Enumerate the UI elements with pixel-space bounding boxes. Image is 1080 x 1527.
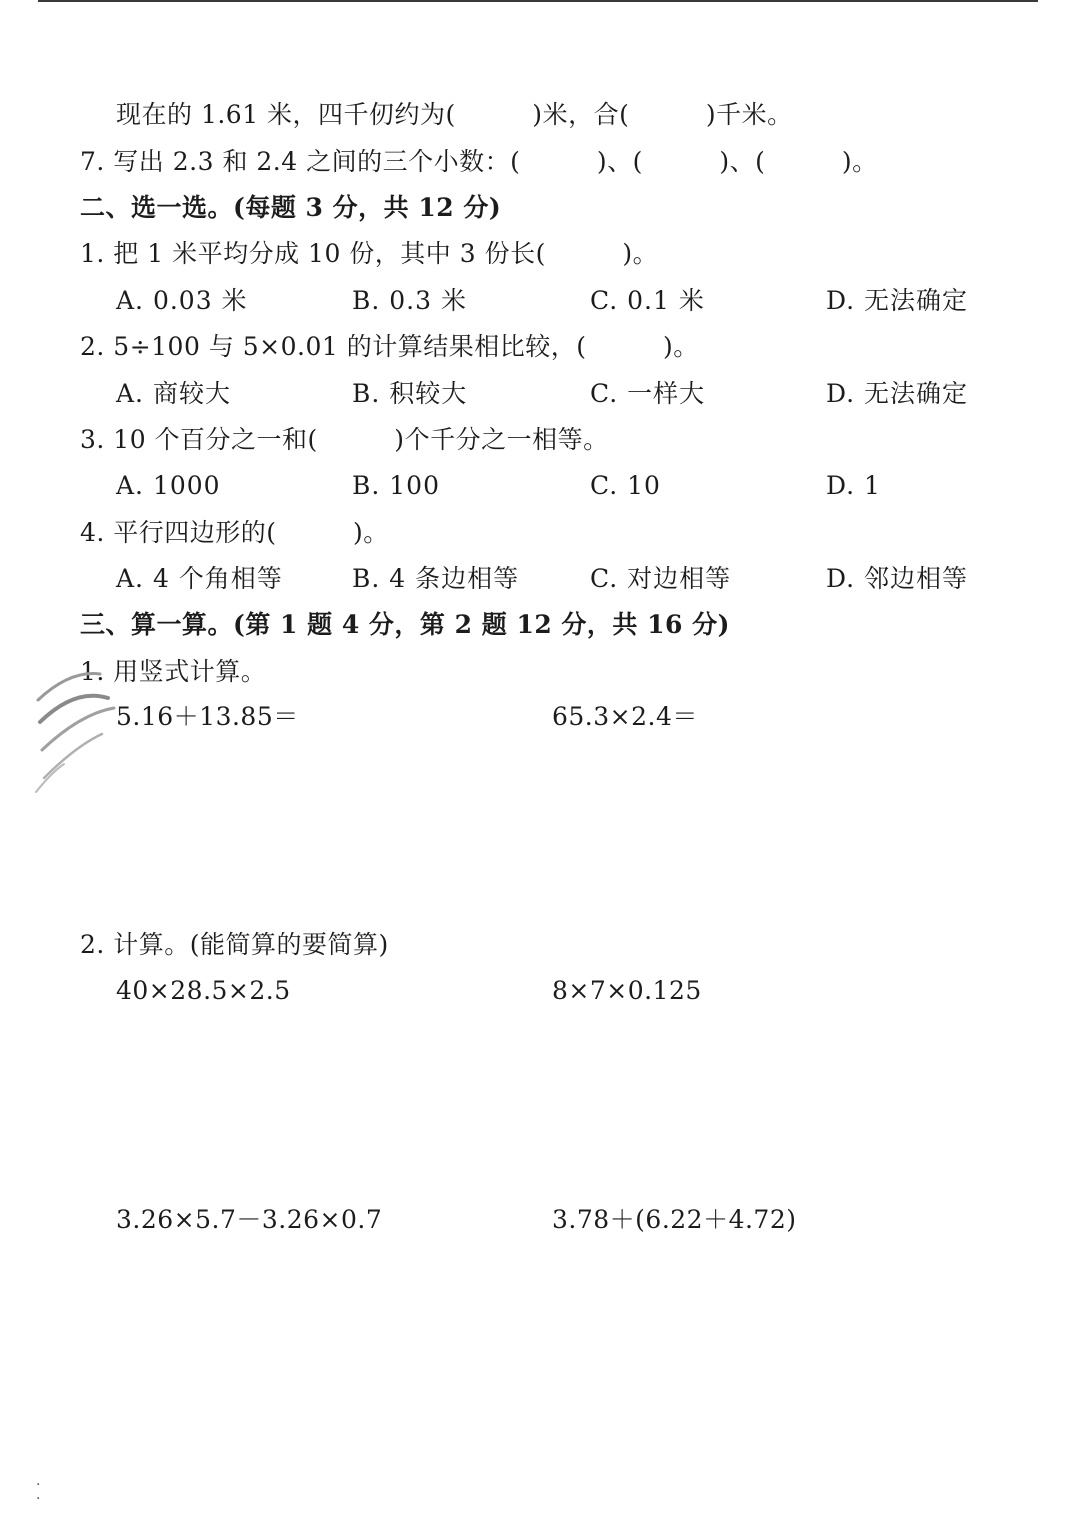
- calc-1-expression-a: 5.16＋13.85＝: [116, 702, 299, 731]
- choice-question-4: 4. 平行四边形的( )。: [80, 518, 389, 547]
- q4-option-a: A. 4 个角相等: [116, 564, 283, 593]
- q4-option-c: C. 对边相等: [590, 564, 732, 593]
- q1-option-a: A. 0.03 米: [116, 286, 248, 315]
- calc-1-expression-b: 65.3×2.4＝: [552, 702, 698, 731]
- choice-question-2: 2. 5÷100 与 5×0.01 的计算结果相比较，( )。: [80, 332, 699, 361]
- top-border-line: [38, 0, 1038, 2]
- calc-2-expression-a: 40×28.5×2.5: [116, 976, 291, 1005]
- calc-2-expression-c: 3.26×5.7－3.26×0.7: [116, 1205, 383, 1234]
- choice-question-1: 1. 把 1 米平均分成 10 份，其中 3 份长( )。: [80, 239, 659, 268]
- q2-option-b: B. 积较大: [352, 379, 468, 408]
- q2-option-a: A. 商较大: [116, 379, 231, 408]
- calc-2-expression-d: 3.78＋(6.22＋4.72): [552, 1205, 797, 1234]
- q2-option-d: D. 无法确定: [826, 379, 969, 408]
- calc-question-1: 1. 用竖式计算。: [80, 657, 267, 686]
- q4-option-d: D. 邻边相等: [826, 564, 969, 593]
- section-2-heading: 二、选一选。(每题 3 分，共 12 分): [80, 193, 502, 222]
- q1-option-d: D. 无法确定: [826, 286, 969, 315]
- q4-option-b: B. 4 条边相等: [352, 564, 520, 593]
- q1-option-c: C. 0.1 米: [590, 286, 705, 315]
- q3-option-a: A. 1000: [116, 471, 221, 500]
- question-7: 7. 写出 2.3 和 2.4 之间的三个小数：( )、( )、( )。: [80, 147, 878, 176]
- margin-dots: · ·: [36, 1477, 41, 1507]
- calc-2-expression-b: 8×7×0.125: [552, 976, 702, 1005]
- calc-question-2: 2. 计算。(能简算的要简算): [80, 930, 389, 959]
- choice-question-3: 3. 10 个百分之一和( )个千分之一相等。: [80, 425, 609, 454]
- q3-option-c: C. 10: [590, 471, 661, 500]
- section-3-heading: 三、算一算。(第 1 题 4 分，第 2 题 12 分，共 16 分): [80, 610, 730, 639]
- pencil-scribble-mark: [30, 660, 140, 800]
- question-6-continuation: 现在的 1.61 米，四千仞约为( )米，合( )千米。: [116, 100, 793, 129]
- q3-option-d: D. 1: [826, 471, 881, 500]
- q3-option-b: B. 100: [352, 471, 440, 500]
- q1-option-b: B. 0.3 米: [352, 286, 467, 315]
- q2-option-c: C. 一样大: [590, 379, 706, 408]
